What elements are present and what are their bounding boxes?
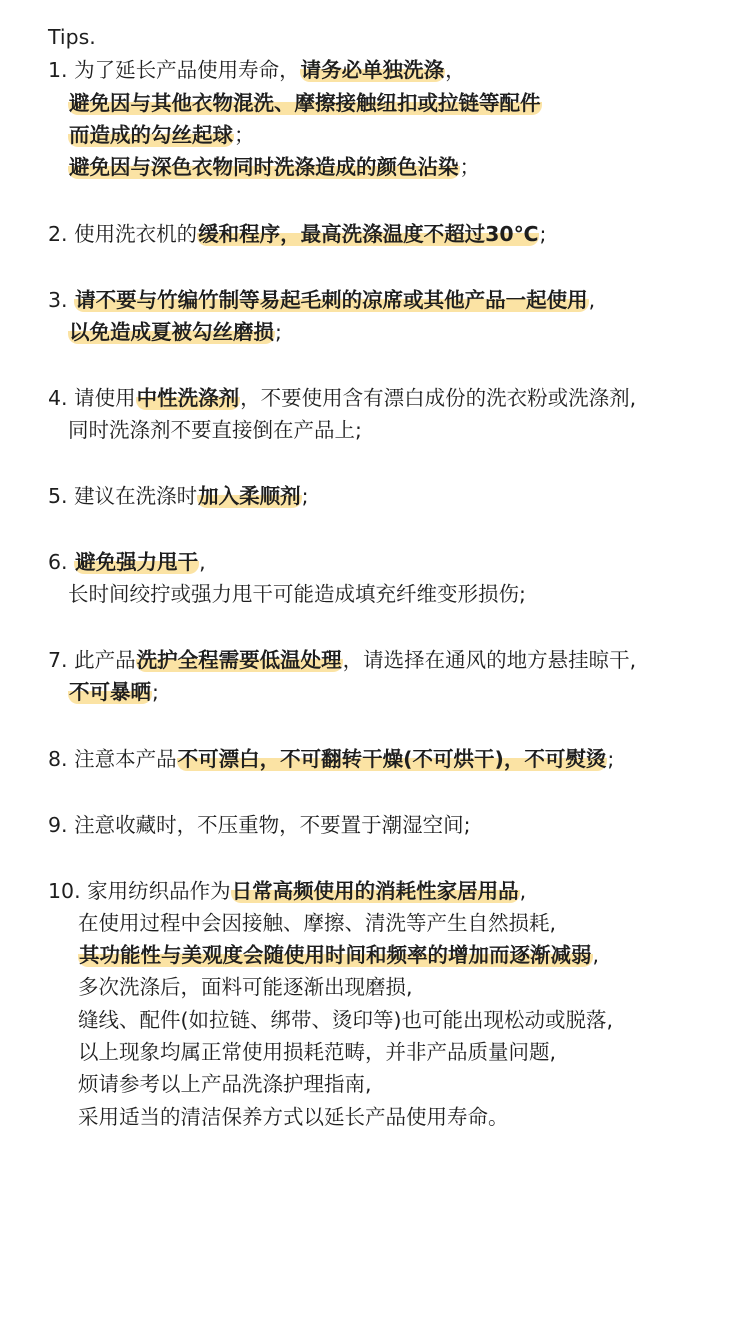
highlighted-text: 不可暴晒	[69, 680, 151, 704]
tips-title: Tips.	[48, 25, 96, 49]
tip-line	[78, 941, 599, 969]
line-text: 采用适当的清洁保养方式以延长产品使用寿命。	[78, 1105, 509, 1129]
line-text: ，不要使用含有漂白成份的洗衣粉或洗涤剂,	[240, 386, 637, 410]
line-text: ,	[199, 550, 206, 574]
highlighted-text: 洗护全程需要低温处理	[136, 648, 342, 672]
line-text: 在使用过程中会因接触、摩擦、清洗等产生自然损耗,	[78, 911, 557, 935]
line-text: ；	[459, 155, 480, 179]
tip-line	[78, 1103, 509, 1131]
line-text: ;	[275, 320, 282, 344]
highlighted-text: 请务必单独洗涤	[300, 58, 445, 82]
line-text: 2. 使用洗衣机的	[48, 222, 198, 246]
line-text: 4. 请使用	[48, 386, 136, 410]
tip-line	[48, 56, 466, 84]
tip-line	[48, 384, 636, 412]
highlighted-text: 避免因与深色衣物同时洗涤造成的颜色沾染	[69, 155, 459, 179]
line-text: ，	[445, 58, 466, 82]
highlighted-text: 不可漂白，不可翻转干燥(不可烘干)，不可熨烫	[177, 747, 607, 771]
line-text: 长时间绞拧或强力甩干可能造成填充纤维变形损伤;	[68, 582, 526, 606]
line-text: 7. 此产品	[48, 648, 136, 672]
tip-line	[68, 416, 362, 444]
highlighted-text: 缓和程序，最高洗涤温度不超过30℃	[198, 222, 539, 246]
line-text: 烦请参考以上产品洗涤护理指南,	[78, 1072, 372, 1096]
line-text: 8. 注意本产品	[48, 747, 177, 771]
line-text: ;	[607, 747, 615, 771]
highlighted-text: 日常高频使用的消耗性家居用品	[231, 879, 519, 903]
tip-line	[48, 548, 206, 576]
line-text: 多次洗涤后，面料可能逐渐出现磨损,	[78, 975, 413, 999]
highlighted-text: 以免造成夏被勾丝磨损	[69, 320, 274, 344]
tip-line	[78, 1070, 372, 1098]
tip-line	[78, 909, 556, 937]
tip-line	[68, 89, 542, 117]
line-text: 1. 为了延长产品使用寿命，	[48, 58, 300, 82]
tip-line	[68, 580, 526, 608]
tip-line	[78, 1038, 556, 1066]
highlighted-text: 请不要与竹编竹制等易起毛刺的凉席或其他产品一起使用	[75, 288, 588, 312]
tip-line	[68, 121, 255, 149]
tip-line	[68, 678, 159, 706]
line-text: ;	[152, 680, 159, 704]
line-text: ;	[539, 222, 547, 246]
line-text: 以上现象均属正常使用损耗范畴，并非产品质量问题,	[78, 1040, 557, 1064]
line-text: ；	[234, 123, 255, 147]
line-text: 5. 建议在洗涤时	[48, 484, 198, 508]
tip-line	[48, 220, 546, 248]
tip-line	[48, 286, 595, 314]
highlighted-text: 其功能性与美观度会随使用时间和频率的增加而逐渐减弱	[79, 943, 592, 967]
tip-line	[48, 745, 614, 773]
tip-line	[48, 482, 309, 510]
tip-line	[48, 646, 636, 674]
line-text: 10. 家用纺织品作为	[48, 879, 231, 903]
tip-line	[68, 318, 282, 346]
highlighted-text: 加入柔顺剂	[198, 484, 301, 508]
highlighted-text: 避免因与其他衣物混洗、摩擦接触纽扣或拉链等配件	[69, 91, 541, 115]
highlighted-text: 中性洗涤剂	[136, 386, 240, 410]
line-text: ，请选择在通风的地方悬挂晾干,	[342, 648, 637, 672]
line-text: 3.	[48, 288, 75, 312]
tip-line	[78, 973, 413, 1001]
line-text: ,	[588, 288, 596, 312]
line-text: ,	[592, 943, 600, 967]
highlighted-text: 而造成的勾丝起球	[69, 123, 233, 147]
tip-line	[48, 811, 470, 839]
line-text: 6.	[48, 550, 75, 574]
line-text: ,	[519, 879, 527, 903]
line-text: 同时洗涤剂不要直接倒在产品上;	[68, 418, 362, 442]
line-text: 缝线、配件(如拉链、绑带、烫印等)也可能出现松动或脱落,	[78, 1008, 614, 1032]
tip-line	[48, 877, 526, 905]
highlighted-text: 避免强力甩干	[75, 550, 199, 574]
line-text: ;	[301, 484, 309, 508]
tip-line	[68, 153, 480, 181]
tip-line	[78, 1006, 613, 1034]
line-text: 9. 注意收藏时，不压重物，不要置于潮湿空间;	[48, 813, 471, 837]
